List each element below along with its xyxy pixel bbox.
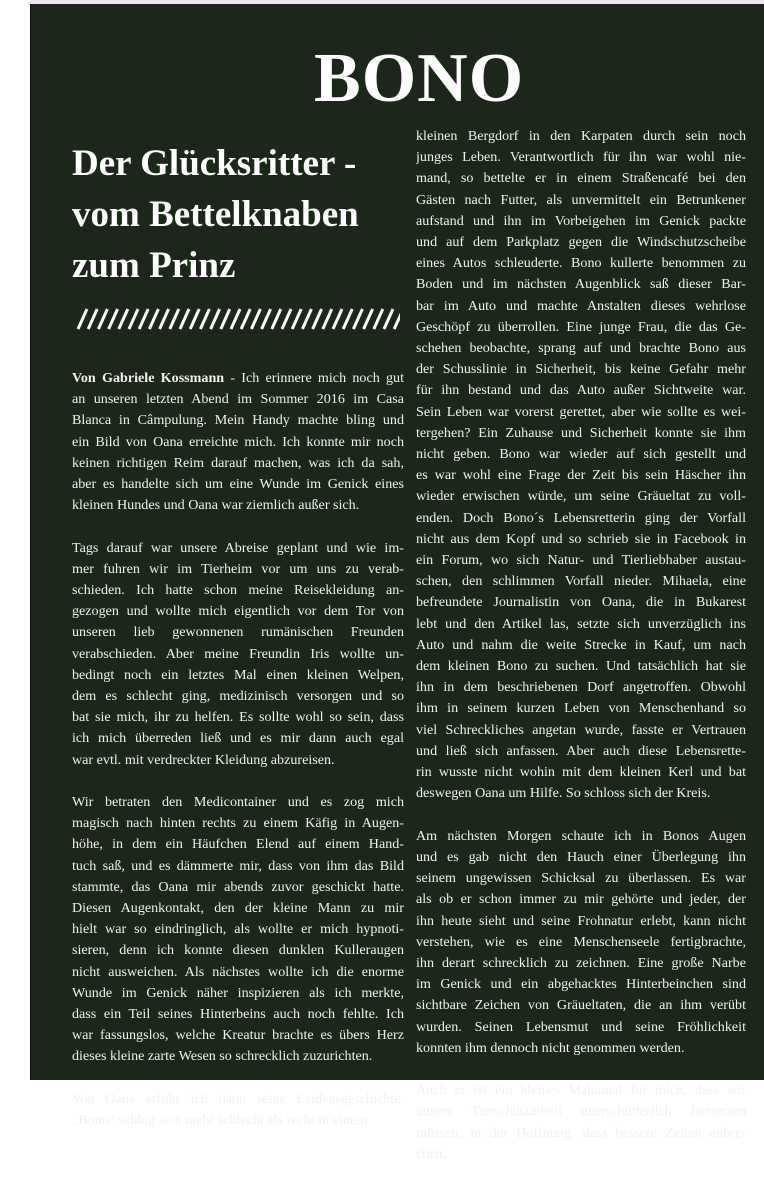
text-line: Blanca in Câmpulung. Mein Handy machte bling und <box>72 412 404 429</box>
text-line: gezogen und wollte mich eigentlich vor dem Tor von <box>72 603 404 620</box>
text-line: ein Forum, wo sich Natur- und Tierliebhaber austau- <box>416 552 746 569</box>
magazine-title: BONO <box>314 40 525 117</box>
text-line: aufstand und ihn im Vorbeigehen im Genick packte <box>416 212 746 229</box>
hatch-stroke <box>394 309 400 329</box>
hatch-stroke <box>200 309 209 329</box>
text-line: magisch nach hinten rechts zu einem Käfig in Augen- <box>72 815 404 832</box>
text-line: dieses kleine zarte Wesen so schrecklich zuzurichten. <box>72 1048 373 1065</box>
text-line: verabschieden. Aber meine Freundin Iris wollte un- <box>72 645 404 662</box>
hatch-stroke <box>374 309 383 329</box>
text-line: und ließ sich anfassen. Aber auch diese Lebensrette- <box>416 742 746 759</box>
text-line: ihn derart schrecklich zu zeichnen. Eine große Narbe <box>416 954 746 971</box>
hatch-stroke <box>364 309 373 329</box>
text-line: enden. Doch Bono´s Lebensretterin ging der Vorfall <box>416 509 746 526</box>
text-line: sichtbare Zeichen von Gräueltaten, die an ihm verübt <box>416 997 746 1014</box>
article-paragraph <box>416 126 746 805</box>
text-line: nicht aus dem Kopf und so schrieb sie in Facebook in <box>416 530 746 547</box>
hatch-stroke <box>272 309 281 329</box>
hatch-stroke <box>170 309 179 329</box>
article-paragraph <box>72 538 404 771</box>
text-line: Wunde im Genick näher inspizieren als ich merkte, <box>72 984 404 1001</box>
text-line: verstehen, wie es eine Menschenseele fertigbrachte, <box>416 933 746 950</box>
text-line: tuch saß, und es dämmerte mir, dass von ihm das Bild <box>72 857 404 874</box>
text-line: Gästen nach Futter, als unvermittelt ein Betrunkener <box>416 191 746 208</box>
hatch-stroke <box>241 309 250 329</box>
hatch-stroke <box>313 309 322 329</box>
text-line: ich mich überreden ließ und es mir dann auch egal <box>72 730 404 747</box>
text-line: es war wohl eine Frage der Zeit bis sein Häscher ihn <box>416 467 746 484</box>
text-line: Sein Leben war vorerst gerettet, aber wie sollte es wei- <box>416 403 746 420</box>
text-line: war evtl. mit verdreckter Kleidung abzureisen. <box>72 751 335 768</box>
hatch-stroke <box>302 309 311 329</box>
hatch-stroke <box>282 309 291 329</box>
text-line: nicht ausweichen. Als nächstes wollte ich die enorme <box>72 963 404 980</box>
article-paragraph <box>72 792 404 1068</box>
text-line: bar im Auto und machte Anstalten dieses wehrlose <box>416 297 746 314</box>
text-line: Auto und nahm die weite Strecke in Kauf, um nach <box>416 636 746 653</box>
hatch-stroke <box>88 309 97 329</box>
text-line: Von Oana erfuhr ich dann seine Leidensgeschichte. <box>72 1090 404 1107</box>
hatch-stroke <box>211 309 220 329</box>
text-line: Auch er ist ein kleines Mahnmal für mich, dass wir <box>416 1082 746 1099</box>
text-line: müssen, in der Hoffnung, dass bessere Zeiten anbre- <box>416 1124 746 1141</box>
text-line: Am nächsten Morgen schaute ich in Bonos Augen <box>416 827 746 844</box>
text-line: war fassungslos, welche Kreatur brachte es übers Herz <box>72 1027 404 1044</box>
text-line: konnten ihm dennoch nicht genommen werden. <box>416 1039 685 1056</box>
text-line: bedingt noch ein letztes Mal einen kleinen Welpen, <box>72 666 404 683</box>
headline-line: zum Prinz <box>72 245 236 286</box>
text-line: wurden. Seinen Lebensmut und seine Fröhlichkeit <box>416 1018 746 1035</box>
text-line: bat sie mich, ihr zu helfen. Es sollte wohl so sein, dass <box>72 709 404 726</box>
author-byline: Von Gabriele Kossmann <box>72 370 225 386</box>
text-line: aber es handelte sich um eine Wunde im Genick eines <box>72 476 404 493</box>
hatch-stroke <box>180 309 189 329</box>
headline-line: vom Bettelknaben <box>72 194 359 235</box>
text-line: rin wusste nicht wohin mit dem kleinen Kerl und bat <box>416 764 746 781</box>
text-line: dem es schlecht ging, medizinisch versorgen und so <box>72 688 404 705</box>
text-line: „Bono“ schlug sich mehr schlecht als recht in einem <box>72 1112 368 1129</box>
text-line: Wir betraten den Medicontainer und es zog mich <box>72 794 404 811</box>
text-line: und es gab nicht den Hauch einer Überlegung ihn <box>416 848 746 865</box>
text-line: ihn in dem beschriebenen Dorf angetroffen. Obwohl <box>416 679 746 696</box>
text-line: sieren, denn ich konnte diesen dunklen Kulleraugen <box>72 942 404 959</box>
text-line: schen, den schlimmen Vorfall nieder. Mihaela, eine <box>416 573 746 590</box>
text-line: ein Bild von Oana erreichte mich. Ich konnte mir noch <box>72 433 404 450</box>
text-line: höhe, in dem ein Häufchen Elend auf einem Hand- <box>72 836 404 853</box>
hatch-stroke <box>231 309 240 329</box>
text-line: befreundete Journalistin von Oana, die in Bukarest <box>416 594 746 611</box>
text-line: dem kleinen Bono zu suchen. Und tatsächlich hat sie <box>416 658 746 675</box>
text-line: schieden. Ich hatte schon meine Reisekleidung an- <box>72 582 404 599</box>
hatch-stroke <box>78 309 87 329</box>
hatch-stroke <box>160 309 169 329</box>
hatch-stroke <box>353 309 362 329</box>
hatch-stroke <box>98 309 107 329</box>
hatch-stroke <box>292 309 301 329</box>
text-line: mer fuhren wir im Tierheim vor um uns zu verab- <box>72 560 404 577</box>
hatch-stroke <box>190 309 199 329</box>
text-line: keinen richtigen Reim darauf machen, was ich da sah, <box>72 454 404 471</box>
hatch-stroke <box>262 309 271 329</box>
text-line: schehen beobachte, sprang auf und brachte Bono aus <box>416 340 746 357</box>
article-paragraph <box>416 1080 746 1165</box>
hatch-stroke <box>109 309 118 329</box>
article-column-right <box>416 126 746 1186</box>
text-line: Diesen Augenkontakt, den der kleine Mann zu mir <box>72 900 404 917</box>
text-line: viel Schreckliches angetan wurde, fasste er Vertrauen <box>416 721 746 738</box>
hatch-stroke <box>139 309 148 329</box>
text-line: Geschöpf zu überrollen. Eine junge Frau, die das Ge- <box>416 318 746 335</box>
text-line: nicht geben. Bono war wieder auf sich gestellt und <box>416 446 746 463</box>
article-headline <box>72 138 412 291</box>
text-line: mand, so bettelte er in einem Straßencafé bei den <box>416 170 746 187</box>
text-line: kleinen Hundes und Oana war ziemlich außer sich. <box>72 497 360 514</box>
text-line <box>72 368 404 389</box>
text-line: seinem ungewissen Schicksal zu überlassen. Es war <box>416 870 746 887</box>
text-line: wieder erwischen würde, um seine Gräueltat zu voll- <box>416 488 746 505</box>
hatch-stroke <box>149 309 158 329</box>
text-line: als ob er schon immer zu mir gehörte und jeder, der <box>416 891 746 908</box>
text-line: kleinen Bergdorf in den Karpaten durch sein noch <box>416 128 746 144</box>
text-line: und auf dem Parkplatz gegen die Windschutzscheibe <box>416 234 746 251</box>
hatch-stroke <box>119 309 128 329</box>
hatch-stroke <box>343 309 352 329</box>
text-line: Boden und im nächsten Augenblick saß dieser Bar- <box>416 276 746 293</box>
text-line: stammte, das Oana mir abends zuvor geschickt hatte. <box>72 878 404 895</box>
hatch-stroke <box>323 309 332 329</box>
hatch-stroke <box>333 309 342 329</box>
text-line: dass ein Teil seines Hinterbeins auch noch fehlte. Ich <box>72 1006 404 1023</box>
headline-line: Der Glücksritter - <box>72 143 357 184</box>
text-line: an unseren letzten Abend im Sommer 2016 im Casa <box>72 391 404 408</box>
article-paragraph <box>416 826 746 1059</box>
text-line: im Genick und ein abgehacktes Hinterbeinchen sind <box>416 976 746 993</box>
text-line: junges Leben. Verantwortlich für ihn war wohl nie- <box>416 149 746 166</box>
hatch-stroke <box>251 309 260 329</box>
text-line: lebt und den Artikel las, setzte sich unverzüglich ins <box>416 615 746 632</box>
decorative-hatch-divider <box>74 308 400 330</box>
text-line: hielt war so eindringlich, als wollte er mich hypnoti- <box>72 921 404 938</box>
text-line: Tags darauf war unsere Abreise geplant und wie im- <box>72 539 404 556</box>
text-line: ihn heute sieht und seine Frohnatur erlebt, kann nicht <box>416 912 746 929</box>
text-line-rest: - Ich erinnere mich noch gut <box>230 370 404 386</box>
text-line: chen. <box>416 1145 447 1162</box>
hatch-stroke <box>384 309 393 329</box>
hatch-stroke <box>129 309 138 329</box>
text-line: unsere Tierschutzarbeit unerschütterlich fortsetzen <box>416 1103 746 1120</box>
article-paragraph <box>72 1089 404 1131</box>
article-column-left <box>72 368 404 1152</box>
hatch-stroke <box>221 309 230 329</box>
text-line: der Schusslinie in Sicherheit, bis keine Gefahr mehr <box>416 361 746 378</box>
text-line: eines Autos schleuderte. Bono kullerte benommen zu <box>416 255 746 272</box>
text-line: für ihn bestand und das Auto außer Sichtweite war. <box>416 382 746 399</box>
text-line: unseren lieb gewonnenen rumänischen Freunden <box>72 624 404 641</box>
text-line: deswegen Oana um Hilfe. So schloss sich der Kreis. <box>416 785 711 802</box>
text-line: ihm in seinem kurzen Leben von Menschenhand so <box>416 700 746 717</box>
text-line: tergehen? Ein Zuhause und Sicherheit konnte sie ihm <box>416 424 746 441</box>
article-paragraph <box>72 368 404 516</box>
